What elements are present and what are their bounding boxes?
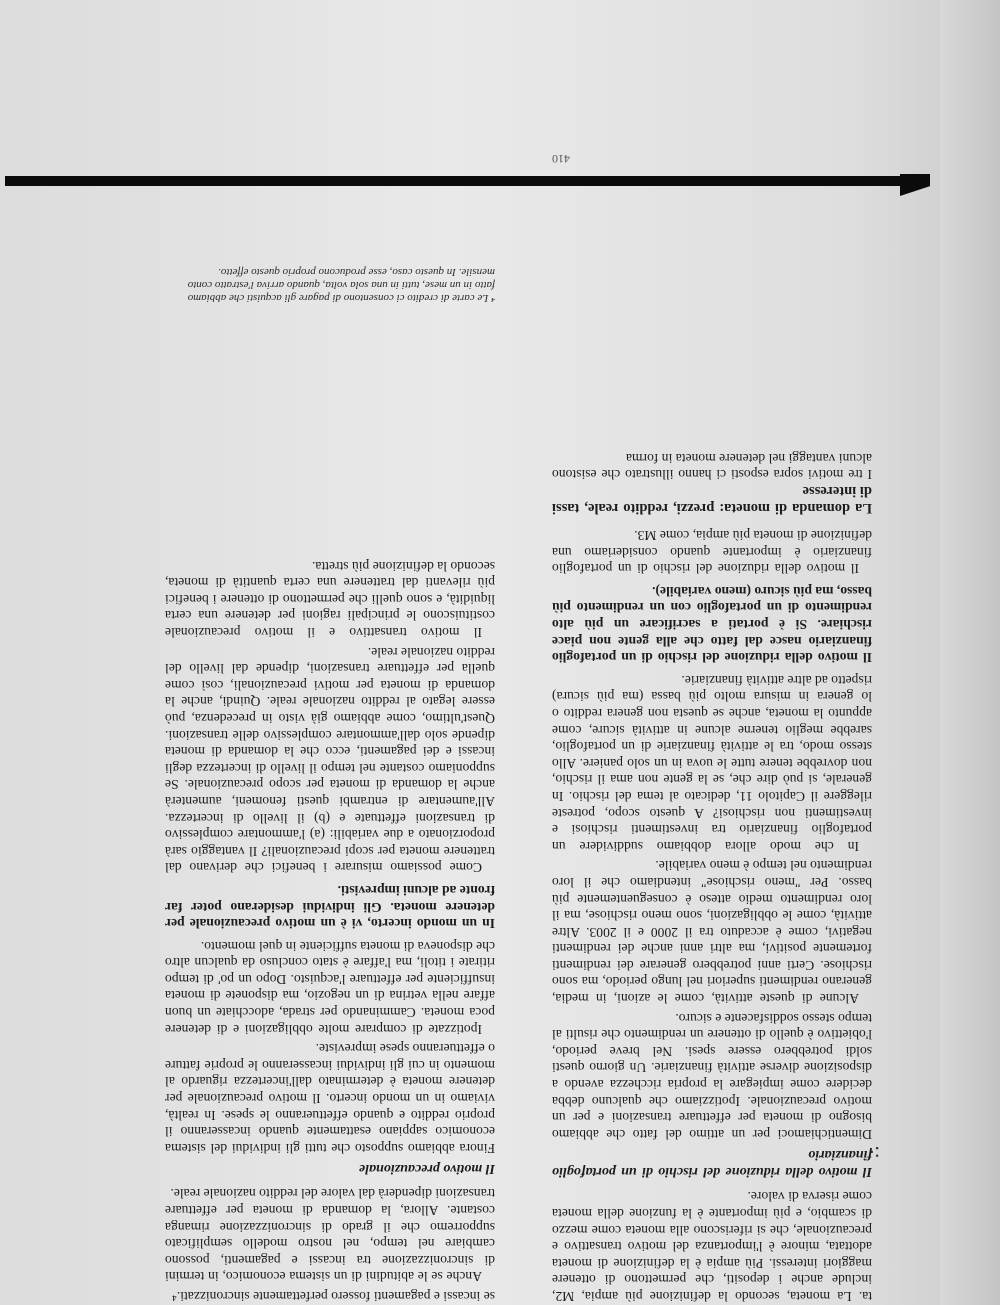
paragraph: ta. La moneta, secondo la definizione più ampia, M2, include anche i depositi, che permettono di ottenere maggiori interessi. Più ampia è la definizione di moneta adottata, minore è l'importanza del motivo transattivo e precauzionale, che si riferiscono alla moneta come mezzo di scambio, e più importante è la funzione della moneta come riserva di valore. [552,1189,872,1304]
key-statement: In un mondo incerto, vi è un motivo precauzionale per detenere moneta. Gli individui desiderano poter far fronte ad alcuni imprevisti. [165,882,495,932]
footnote: ⁴ Le carte di credito ci consentono di pagare gli acquisti che abbiamo fatto in un mese, tutti in una sola volta, quando arriva l'estratto conto mensile. In questo caso, esse producono proprio questo effetto. [187,266,495,304]
paragraph: Come possiamo misurare i benefici che derivano dal trattenere moneta per scopi precauzionali? Il vantaggio sarà proporzionato a due variabili: (a) l'ammontare complessivo di transazioni effettuate e (b) il livello di incertezza. All'aumentare di entrambi questi fenomeni, aumenterà anche la domanda di moneta per scopo precauzionale. Se supponiamo costante nel tempo il livello di incertezza degli incassi e dei pagamenti, ecco che la domanda di moneta dipende solo dall'ammontare complessivo delle transazioni. Quest'ultimo, come abbiamo già visto in precedenza, può essere legato al reddito nazionale reale. Quindi, anche la domanda di moneta per motivi precauzionali, così come quella per effettuare transazioni, dipende dal livello del reddito nazionale reale. [165,644,495,876]
page-number: 410 [552,152,570,166]
paragraph: Anche se le abitudini di un sistema economico, in termini di sincronizzazione tra incassi e pagamenti, possono cambiare nel tempo, nel nostro modello semplificato supporremo che il grado di sincronizzazione rimanga costante. Allora, la domanda di moneta per effettuare transazioni dipenderà dal valore del reddito nazionale reale. [165,1186,495,1285]
paragraph: Dimentichiamoci per un attimo del fatto che abbiamo bisogno di moneta per effettuare transazioni e per un motivo precauzionale. Ipotizziamo che qualcuno debba decidere come impiegare la propria ricchezza avendo a disposizione diverse attività finanziarie. Un giorno questi soldi potrebbero essere spesi. Nel breve periodo, l'obiettivo è quello di ottenere un rendimento che risulti al tempo stesso soddisfacente e sicuro. [552,1010,872,1142]
key-statement: Il motivo della riduzione del rischio di un portafoglio finanziario nasce dal fatto che alla gente non piace rischiare. Si è portati a sacrificare un più alto rendimento di un portafoglio con un rendimento più basso, ma più sicuro (meno variabile). [552,583,872,666]
paragraph: Finora abbiamo supposto che tutti gli individui del sistema economico sappiano esattamente quando incasseranno il proprio reddito e quando effettueranno le spese. In realtà, viviamo in un mondo incerto. Il motivo precauzionale per detenere moneta è determinato dall'incertezza riguardo al momento in cui gli individui incasseranno le proprie fatture o effettueranno spese impreviste. [165,1041,495,1156]
text-column-left [165,554,495,1304]
inset-heading: La domanda di moneta: prezzi, reddito reale, tassi di interesse [552,483,872,517]
paragraph: se incassi e pagamenti fossero perfettamente sincronizzati.⁴ [172,1289,495,1304]
paragraph: Il motivo della riduzione del rischio di un portafoglio finanziario è importante quando consideriamo una definizione di moneta più ampia, come M3. [552,528,872,577]
text-column-right [552,446,872,1304]
header-rule-end [900,174,930,196]
section-heading: Il motivo della riduzione del rischio di un portafoglio finanziario [552,1146,872,1179]
section-heading: Il motivo precauzionale [358,1160,495,1176]
paragraph: Alcune di queste attività, come le azioni, in media, generano rendimenti superiori nel lungo periodo, ma sono rischiose. Certi anni potrebbero generare dei rendimenti fortemente positivi, ma altri anni anche dei rendimenti negativi, come è accaduto tra il 2000 e il 2003. Altre attività, come le obbligazioni, sono meno rischiose, ma il loro rendimento medio atteso è conseguentemente più basso. Per "meno rischiose" intendiamo che il loro rendimento nel tempo è meno variabile. [552,858,872,1007]
scan-speck: ⁖ [868,1140,881,1165]
header-rule [5,176,930,186]
paragraph: In che modo allora dobbiamo suddividere un portafoglio finanziario tra investimenti rischiosi e investimenti non rischiosi? A questo scopo, potreste rileggere il Capitolo 11, dedicato al tema del rischio. In generale, si può dire che, se la gente non ama il rischio, non dovrebbe tenere tutte le uova in un solo paniere. Allo stesso modo, tra le attività finanziarie di un portafoglio, sarebbe meglio tenerne alcune in attività sicure, come appunto la moneta, anche se questa non genera reddito o lo genera in misura molto più bassa (ma più sicura) rispetto ad altre attività finanziarie. [552,672,872,854]
paragraph: I tre motivi sopra esposti ci hanno illustrato che esistono alcuni vantaggi nel detenere moneta in forma [552,450,872,483]
paragraph: Il motivo transattivo e il motivo precauzionale costituiscono le principali ragioni per detenere una certa liquidità, e sono quelli che permettono di ottenere i benefici più rilevanti dal trattenere una certa quantità di moneta, secondo la definizione più stretta. [165,558,495,641]
paragraph: Ipotizzate di comprare molte obbligazioni e di detenere poca moneta. Camminando per strada, adocchiate un buon affare nella vetrina di un negozio, ma disponete di moneta insufficiente per effettuare l'acquisto. Dopo un po' di tempo ritirate i titoli, ma l'affare è stato concluso da qualcun altro che disponeva di moneta sufficiente in quel momento. [165,938,495,1037]
